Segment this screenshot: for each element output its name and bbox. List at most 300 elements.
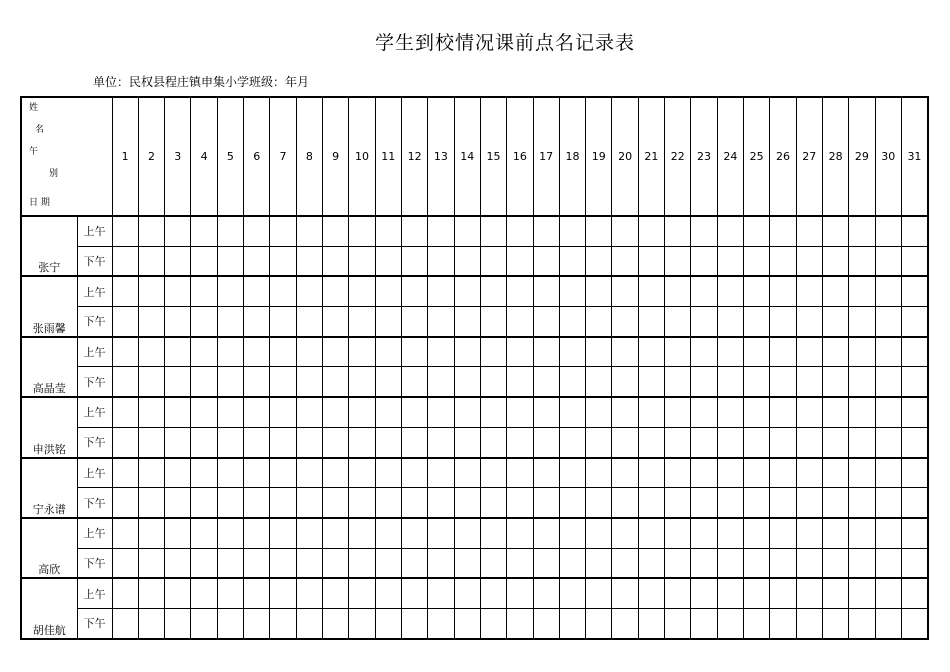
- attendance-cell[interactable]: [849, 488, 875, 518]
- attendance-cell[interactable]: [849, 367, 875, 397]
- attendance-cell[interactable]: [901, 518, 928, 548]
- attendance-cell[interactable]: [112, 488, 138, 518]
- attendance-cell[interactable]: [665, 276, 691, 306]
- attendance-cell[interactable]: [559, 518, 585, 548]
- attendance-cell[interactable]: [559, 488, 585, 518]
- attendance-cell[interactable]: [401, 276, 427, 306]
- attendance-cell[interactable]: [717, 216, 743, 246]
- attendance-cell[interactable]: [428, 548, 454, 578]
- attendance-cell[interactable]: [375, 518, 401, 548]
- attendance-cell[interactable]: [586, 578, 612, 608]
- attendance-cell[interactable]: [480, 276, 506, 306]
- attendance-cell[interactable]: [401, 337, 427, 367]
- attendance-cell[interactable]: [138, 518, 164, 548]
- attendance-cell[interactable]: [296, 518, 322, 548]
- attendance-cell[interactable]: [559, 458, 585, 488]
- attendance-cell[interactable]: [901, 548, 928, 578]
- attendance-cell[interactable]: [901, 246, 928, 276]
- attendance-cell[interactable]: [875, 397, 901, 427]
- attendance-cell[interactable]: [822, 397, 848, 427]
- attendance-cell[interactable]: [901, 427, 928, 457]
- attendance-cell[interactable]: [744, 246, 770, 276]
- attendance-cell[interactable]: [770, 276, 796, 306]
- attendance-cell[interactable]: [717, 608, 743, 638]
- attendance-cell[interactable]: [217, 216, 243, 246]
- attendance-cell[interactable]: [270, 276, 296, 306]
- attendance-cell[interactable]: [217, 518, 243, 548]
- attendance-cell[interactable]: [138, 337, 164, 367]
- attendance-cell[interactable]: [375, 367, 401, 397]
- attendance-cell[interactable]: [375, 608, 401, 638]
- attendance-cell[interactable]: [744, 307, 770, 337]
- attendance-cell[interactable]: [138, 608, 164, 638]
- attendance-cell[interactable]: [428, 367, 454, 397]
- attendance-cell[interactable]: [770, 548, 796, 578]
- attendance-cell[interactable]: [559, 367, 585, 397]
- attendance-cell[interactable]: [796, 548, 822, 578]
- attendance-cell[interactable]: [323, 548, 349, 578]
- attendance-cell[interactable]: [191, 397, 217, 427]
- attendance-cell[interactable]: [296, 216, 322, 246]
- attendance-cell[interactable]: [244, 488, 270, 518]
- attendance-cell[interactable]: [401, 246, 427, 276]
- attendance-cell[interactable]: [244, 578, 270, 608]
- attendance-cell[interactable]: [638, 246, 664, 276]
- attendance-cell[interactable]: [875, 608, 901, 638]
- attendance-cell[interactable]: [770, 578, 796, 608]
- attendance-cell[interactable]: [691, 458, 717, 488]
- attendance-cell[interactable]: [744, 337, 770, 367]
- attendance-cell[interactable]: [822, 548, 848, 578]
- attendance-cell[interactable]: [191, 488, 217, 518]
- attendance-cell[interactable]: [665, 427, 691, 457]
- attendance-cell[interactable]: [822, 367, 848, 397]
- attendance-cell[interactable]: [244, 427, 270, 457]
- attendance-cell[interactable]: [691, 578, 717, 608]
- attendance-cell[interactable]: [507, 307, 533, 337]
- attendance-cell[interactable]: [375, 488, 401, 518]
- attendance-cell[interactable]: [454, 578, 480, 608]
- attendance-cell[interactable]: [138, 216, 164, 246]
- attendance-cell[interactable]: [349, 337, 375, 367]
- attendance-cell[interactable]: [507, 276, 533, 306]
- attendance-cell[interactable]: [323, 518, 349, 548]
- attendance-cell[interactable]: [533, 337, 559, 367]
- attendance-cell[interactable]: [112, 427, 138, 457]
- attendance-cell[interactable]: [691, 488, 717, 518]
- attendance-cell[interactable]: [507, 246, 533, 276]
- attendance-cell[interactable]: [323, 276, 349, 306]
- attendance-cell[interactable]: [717, 578, 743, 608]
- attendance-cell[interactable]: [822, 458, 848, 488]
- attendance-cell[interactable]: [717, 367, 743, 397]
- attendance-cell[interactable]: [559, 276, 585, 306]
- attendance-cell[interactable]: [349, 488, 375, 518]
- attendance-cell[interactable]: [191, 276, 217, 306]
- attendance-cell[interactable]: [612, 427, 638, 457]
- attendance-cell[interactable]: [638, 578, 664, 608]
- attendance-cell[interactable]: [612, 518, 638, 548]
- attendance-cell[interactable]: [744, 216, 770, 246]
- attendance-cell[interactable]: [822, 307, 848, 337]
- attendance-cell[interactable]: [586, 397, 612, 427]
- attendance-cell[interactable]: [296, 367, 322, 397]
- attendance-cell[interactable]: [612, 367, 638, 397]
- attendance-cell[interactable]: [165, 608, 191, 638]
- attendance-cell[interactable]: [901, 578, 928, 608]
- attendance-cell[interactable]: [717, 427, 743, 457]
- attendance-cell[interactable]: [849, 427, 875, 457]
- attendance-cell[interactable]: [901, 276, 928, 306]
- attendance-cell[interactable]: [612, 578, 638, 608]
- attendance-cell[interactable]: [770, 337, 796, 367]
- attendance-cell[interactable]: [349, 397, 375, 427]
- attendance-cell[interactable]: [270, 337, 296, 367]
- attendance-cell[interactable]: [901, 307, 928, 337]
- attendance-cell[interactable]: [875, 427, 901, 457]
- attendance-cell[interactable]: [638, 216, 664, 246]
- attendance-cell[interactable]: [691, 518, 717, 548]
- attendance-cell[interactable]: [507, 337, 533, 367]
- attendance-cell[interactable]: [533, 548, 559, 578]
- attendance-cell[interactable]: [244, 246, 270, 276]
- attendance-cell[interactable]: [270, 307, 296, 337]
- attendance-cell[interactable]: [270, 397, 296, 427]
- attendance-cell[interactable]: [217, 488, 243, 518]
- attendance-cell[interactable]: [533, 397, 559, 427]
- attendance-cell[interactable]: [744, 518, 770, 548]
- attendance-cell[interactable]: [480, 427, 506, 457]
- attendance-cell[interactable]: [480, 367, 506, 397]
- attendance-cell[interactable]: [612, 276, 638, 306]
- attendance-cell[interactable]: [533, 246, 559, 276]
- attendance-cell[interactable]: [112, 367, 138, 397]
- attendance-cell[interactable]: [822, 578, 848, 608]
- attendance-cell[interactable]: [428, 216, 454, 246]
- attendance-cell[interactable]: [296, 548, 322, 578]
- attendance-cell[interactable]: [770, 307, 796, 337]
- attendance-cell[interactable]: [165, 367, 191, 397]
- attendance-cell[interactable]: [165, 578, 191, 608]
- attendance-cell[interactable]: [665, 246, 691, 276]
- attendance-cell[interactable]: [770, 458, 796, 488]
- attendance-cell[interactable]: [191, 307, 217, 337]
- attendance-cell[interactable]: [480, 518, 506, 548]
- attendance-cell[interactable]: [638, 458, 664, 488]
- attendance-cell[interactable]: [454, 246, 480, 276]
- attendance-cell[interactable]: [217, 578, 243, 608]
- attendance-cell[interactable]: [138, 397, 164, 427]
- attendance-cell[interactable]: [244, 307, 270, 337]
- attendance-cell[interactable]: [691, 397, 717, 427]
- attendance-cell[interactable]: [217, 458, 243, 488]
- attendance-cell[interactable]: [533, 578, 559, 608]
- attendance-cell[interactable]: [849, 216, 875, 246]
- attendance-cell[interactable]: [638, 427, 664, 457]
- attendance-cell[interactable]: [217, 276, 243, 306]
- attendance-cell[interactable]: [717, 307, 743, 337]
- attendance-cell[interactable]: [296, 307, 322, 337]
- attendance-cell[interactable]: [638, 337, 664, 367]
- attendance-cell[interactable]: [822, 246, 848, 276]
- attendance-cell[interactable]: [612, 397, 638, 427]
- attendance-cell[interactable]: [428, 307, 454, 337]
- attendance-cell[interactable]: [612, 337, 638, 367]
- attendance-cell[interactable]: [138, 276, 164, 306]
- attendance-cell[interactable]: [454, 427, 480, 457]
- attendance-cell[interactable]: [507, 548, 533, 578]
- attendance-cell[interactable]: [454, 307, 480, 337]
- attendance-cell[interactable]: [533, 488, 559, 518]
- attendance-cell[interactable]: [480, 397, 506, 427]
- attendance-cell[interactable]: [112, 458, 138, 488]
- attendance-cell[interactable]: [480, 337, 506, 367]
- attendance-cell[interactable]: [875, 578, 901, 608]
- attendance-cell[interactable]: [375, 427, 401, 457]
- attendance-cell[interactable]: [665, 518, 691, 548]
- attendance-cell[interactable]: [875, 246, 901, 276]
- attendance-cell[interactable]: [559, 246, 585, 276]
- attendance-cell[interactable]: [323, 246, 349, 276]
- attendance-cell[interactable]: [191, 518, 217, 548]
- attendance-cell[interactable]: [428, 578, 454, 608]
- attendance-cell[interactable]: [796, 216, 822, 246]
- attendance-cell[interactable]: [744, 488, 770, 518]
- attendance-cell[interactable]: [586, 216, 612, 246]
- attendance-cell[interactable]: [454, 488, 480, 518]
- attendance-cell[interactable]: [375, 397, 401, 427]
- attendance-cell[interactable]: [586, 276, 612, 306]
- attendance-cell[interactable]: [612, 608, 638, 638]
- attendance-cell[interactable]: [507, 518, 533, 548]
- attendance-cell[interactable]: [323, 337, 349, 367]
- attendance-cell[interactable]: [296, 246, 322, 276]
- attendance-cell[interactable]: [480, 307, 506, 337]
- attendance-cell[interactable]: [691, 337, 717, 367]
- attendance-cell[interactable]: [138, 367, 164, 397]
- attendance-cell[interactable]: [428, 488, 454, 518]
- attendance-cell[interactable]: [796, 578, 822, 608]
- attendance-cell[interactable]: [770, 246, 796, 276]
- attendance-cell[interactable]: [217, 427, 243, 457]
- attendance-cell[interactable]: [849, 608, 875, 638]
- attendance-cell[interactable]: [849, 548, 875, 578]
- attendance-cell[interactable]: [401, 458, 427, 488]
- attendance-cell[interactable]: [375, 246, 401, 276]
- attendance-cell[interactable]: [849, 518, 875, 548]
- attendance-cell[interactable]: [349, 307, 375, 337]
- attendance-cell[interactable]: [638, 276, 664, 306]
- attendance-cell[interactable]: [217, 608, 243, 638]
- attendance-cell[interactable]: [717, 458, 743, 488]
- attendance-cell[interactable]: [638, 518, 664, 548]
- attendance-cell[interactable]: [849, 276, 875, 306]
- attendance-cell[interactable]: [533, 608, 559, 638]
- attendance-cell[interactable]: [349, 548, 375, 578]
- attendance-cell[interactable]: [138, 246, 164, 276]
- attendance-cell[interactable]: [191, 367, 217, 397]
- attendance-cell[interactable]: [191, 337, 217, 367]
- attendance-cell[interactable]: [375, 216, 401, 246]
- attendance-cell[interactable]: [796, 397, 822, 427]
- attendance-cell[interactable]: [822, 608, 848, 638]
- attendance-cell[interactable]: [665, 608, 691, 638]
- attendance-cell[interactable]: [717, 518, 743, 548]
- attendance-cell[interactable]: [244, 608, 270, 638]
- attendance-cell[interactable]: [586, 488, 612, 518]
- attendance-cell[interactable]: [559, 397, 585, 427]
- attendance-cell[interactable]: [507, 488, 533, 518]
- attendance-cell[interactable]: [428, 518, 454, 548]
- attendance-cell[interactable]: [796, 246, 822, 276]
- attendance-cell[interactable]: [165, 216, 191, 246]
- attendance-cell[interactable]: [691, 307, 717, 337]
- attendance-cell[interactable]: [191, 548, 217, 578]
- attendance-cell[interactable]: [796, 337, 822, 367]
- attendance-cell[interactable]: [191, 216, 217, 246]
- attendance-cell[interactable]: [796, 427, 822, 457]
- attendance-cell[interactable]: [586, 307, 612, 337]
- attendance-cell[interactable]: [165, 307, 191, 337]
- attendance-cell[interactable]: [428, 427, 454, 457]
- attendance-cell[interactable]: [401, 427, 427, 457]
- attendance-cell[interactable]: [665, 307, 691, 337]
- attendance-cell[interactable]: [875, 518, 901, 548]
- attendance-cell[interactable]: [296, 458, 322, 488]
- attendance-cell[interactable]: [822, 337, 848, 367]
- attendance-cell[interactable]: [586, 548, 612, 578]
- attendance-cell[interactable]: [375, 548, 401, 578]
- attendance-cell[interactable]: [375, 337, 401, 367]
- attendance-cell[interactable]: [559, 307, 585, 337]
- attendance-cell[interactable]: [507, 397, 533, 427]
- attendance-cell[interactable]: [296, 578, 322, 608]
- attendance-cell[interactable]: [165, 246, 191, 276]
- attendance-cell[interactable]: [796, 276, 822, 306]
- attendance-cell[interactable]: [244, 216, 270, 246]
- attendance-cell[interactable]: [822, 427, 848, 457]
- attendance-cell[interactable]: [138, 548, 164, 578]
- attendance-cell[interactable]: [480, 216, 506, 246]
- attendance-cell[interactable]: [244, 548, 270, 578]
- attendance-cell[interactable]: [244, 397, 270, 427]
- attendance-cell[interactable]: [717, 337, 743, 367]
- attendance-cell[interactable]: [691, 367, 717, 397]
- attendance-cell[interactable]: [270, 608, 296, 638]
- attendance-cell[interactable]: [796, 608, 822, 638]
- attendance-cell[interactable]: [559, 608, 585, 638]
- attendance-cell[interactable]: [691, 216, 717, 246]
- attendance-cell[interactable]: [533, 427, 559, 457]
- attendance-cell[interactable]: [770, 518, 796, 548]
- attendance-cell[interactable]: [270, 246, 296, 276]
- attendance-cell[interactable]: [191, 427, 217, 457]
- attendance-cell[interactable]: [901, 488, 928, 518]
- attendance-cell[interactable]: [638, 367, 664, 397]
- attendance-cell[interactable]: [112, 608, 138, 638]
- attendance-cell[interactable]: [375, 458, 401, 488]
- attendance-cell[interactable]: [323, 488, 349, 518]
- attendance-cell[interactable]: [375, 276, 401, 306]
- attendance-cell[interactable]: [559, 337, 585, 367]
- attendance-cell[interactable]: [691, 427, 717, 457]
- attendance-cell[interactable]: [665, 216, 691, 246]
- attendance-cell[interactable]: [533, 518, 559, 548]
- attendance-cell[interactable]: [717, 397, 743, 427]
- attendance-cell[interactable]: [638, 488, 664, 518]
- attendance-cell[interactable]: [454, 548, 480, 578]
- attendance-cell[interactable]: [349, 458, 375, 488]
- attendance-cell[interactable]: [901, 216, 928, 246]
- attendance-cell[interactable]: [638, 307, 664, 337]
- attendance-cell[interactable]: [796, 458, 822, 488]
- attendance-cell[interactable]: [822, 488, 848, 518]
- attendance-cell[interactable]: [112, 578, 138, 608]
- attendance-cell[interactable]: [717, 246, 743, 276]
- attendance-cell[interactable]: [612, 458, 638, 488]
- attendance-cell[interactable]: [349, 578, 375, 608]
- attendance-cell[interactable]: [533, 276, 559, 306]
- attendance-cell[interactable]: [401, 578, 427, 608]
- attendance-cell[interactable]: [401, 518, 427, 548]
- attendance-cell[interactable]: [744, 548, 770, 578]
- attendance-cell[interactable]: [112, 216, 138, 246]
- attendance-cell[interactable]: [901, 367, 928, 397]
- attendance-cell[interactable]: [323, 397, 349, 427]
- attendance-cell[interactable]: [270, 367, 296, 397]
- attendance-cell[interactable]: [822, 276, 848, 306]
- attendance-cell[interactable]: [638, 548, 664, 578]
- attendance-cell[interactable]: [323, 578, 349, 608]
- attendance-cell[interactable]: [533, 458, 559, 488]
- attendance-cell[interactable]: [270, 488, 296, 518]
- attendance-cell[interactable]: [112, 307, 138, 337]
- attendance-cell[interactable]: [296, 337, 322, 367]
- attendance-cell[interactable]: [691, 548, 717, 578]
- attendance-cell[interactable]: [559, 548, 585, 578]
- attendance-cell[interactable]: [112, 276, 138, 306]
- attendance-cell[interactable]: [296, 427, 322, 457]
- attendance-cell[interactable]: [665, 458, 691, 488]
- attendance-cell[interactable]: [665, 397, 691, 427]
- attendance-cell[interactable]: [875, 548, 901, 578]
- attendance-cell[interactable]: [480, 608, 506, 638]
- attendance-cell[interactable]: [744, 458, 770, 488]
- attendance-cell[interactable]: [112, 246, 138, 276]
- attendance-cell[interactable]: [428, 458, 454, 488]
- attendance-cell[interactable]: [744, 427, 770, 457]
- attendance-cell[interactable]: [586, 337, 612, 367]
- attendance-cell[interactable]: [559, 578, 585, 608]
- attendance-cell[interactable]: [165, 276, 191, 306]
- attendance-cell[interactable]: [901, 337, 928, 367]
- attendance-cell[interactable]: [744, 397, 770, 427]
- attendance-cell[interactable]: [612, 216, 638, 246]
- attendance-cell[interactable]: [849, 397, 875, 427]
- attendance-cell[interactable]: [112, 337, 138, 367]
- attendance-cell[interactable]: [244, 518, 270, 548]
- attendance-cell[interactable]: [691, 608, 717, 638]
- attendance-cell[interactable]: [454, 276, 480, 306]
- attendance-cell[interactable]: [165, 488, 191, 518]
- attendance-cell[interactable]: [401, 548, 427, 578]
- attendance-cell[interactable]: [244, 276, 270, 306]
- attendance-cell[interactable]: [901, 397, 928, 427]
- attendance-cell[interactable]: [428, 276, 454, 306]
- attendance-cell[interactable]: [138, 488, 164, 518]
- attendance-cell[interactable]: [822, 216, 848, 246]
- attendance-cell[interactable]: [138, 578, 164, 608]
